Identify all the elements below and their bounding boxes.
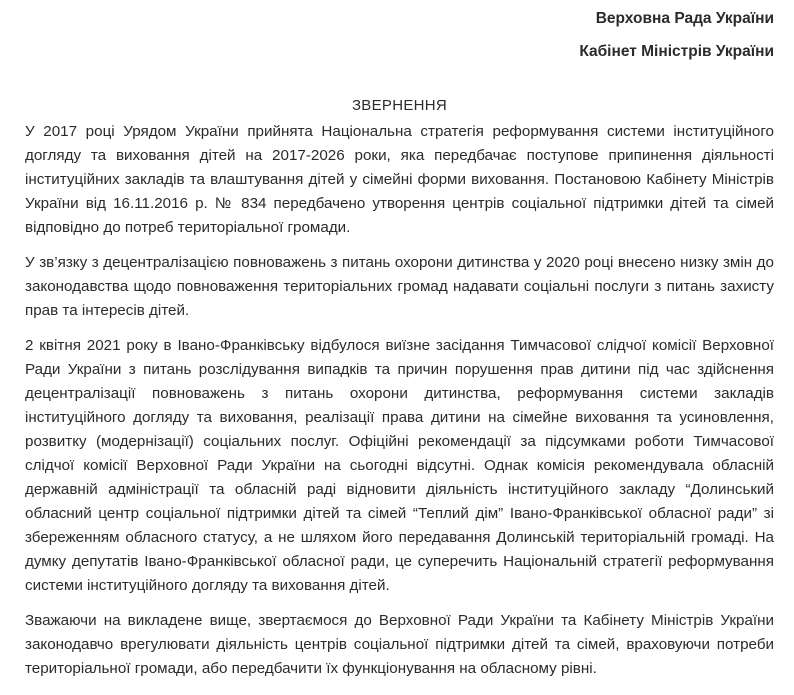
paragraph-decentralization: У зв’язку з децентралізацією повноважень з питань охорони дитинства у 2020 році внесено низку змін до законодавства щодо повноваження територіальних громад надавати соціальні послуги з питань захисту прав та інтересів дітей.	[25, 254, 774, 319]
document-title: ЗВЕРНЕННЯ	[351, 97, 448, 114]
paragraph-appeal-request: Зважаючи на викладене вище, звертаємося до Верховної Ради України та Кабінету Міністрів України законодавчо врегулювати діяльність центрів соціальної підтримки дітей та сімей, враховуючи потреби територіальної громади, або передбачити їх функціонування на обласному рівні.	[25, 612, 774, 677]
paragraph-commission-session: 2 квітня 2021 року в Івано-Франківську відбулося виїзне засідання Тимчасової слідчої комісії Верховної Ради України з питань розслідування випадків та причин порушення прав дитини під час здійснення децентралізації повноважень з питань охорони дитинства, реформування системи закладів інституційного догляду та виховання, реалізації права дитини на сімейне виховання та усиновлення, розвитку (модернізації) соціальних послуг. Офіційні рекомендації за підсумками роботи Тимчасової слідчої комісії Верховної Ради України на сьогодні відсутні. Однак комісія рекомендувала обласній державній адміністрації та обласній раді відновити діяльність інституційного закладу “Долинський обласний центр соціальної підтримки дітей та сімей “Теплий дім” Івано-Франківської обласної ради” зі збереженням обласного статусу, а не шляхом його передавання Долинській територіальній громаді. На думку депутатів Івано-Франківської обласної ради, це суперечить Національній стратегії реформування системи інституційного догляду та виховання дітей.	[25, 337, 774, 594]
addressee-cabinet-of-ministers: Кабінет Міністрів України	[579, 43, 774, 60]
paragraph-national-strategy: У 2017 році Урядом України прийнята Національна стратегія реформування системи інституційного догляду та виховання дітей на 2017-2026 роки, яка передбачає поступове припинення діяльності інституційних закладів та влаштування дітей у сімейні форми виховання. Постановою Кабінету Міністрів України від 16.11.2016 р. № 834 передбачено утворення центрів соціальної підтримки дітей та сімей відповідно до потреб територіальної громади.	[25, 123, 774, 236]
addressee-verkhovna-rada: Верховна Рада України	[595, 10, 774, 27]
